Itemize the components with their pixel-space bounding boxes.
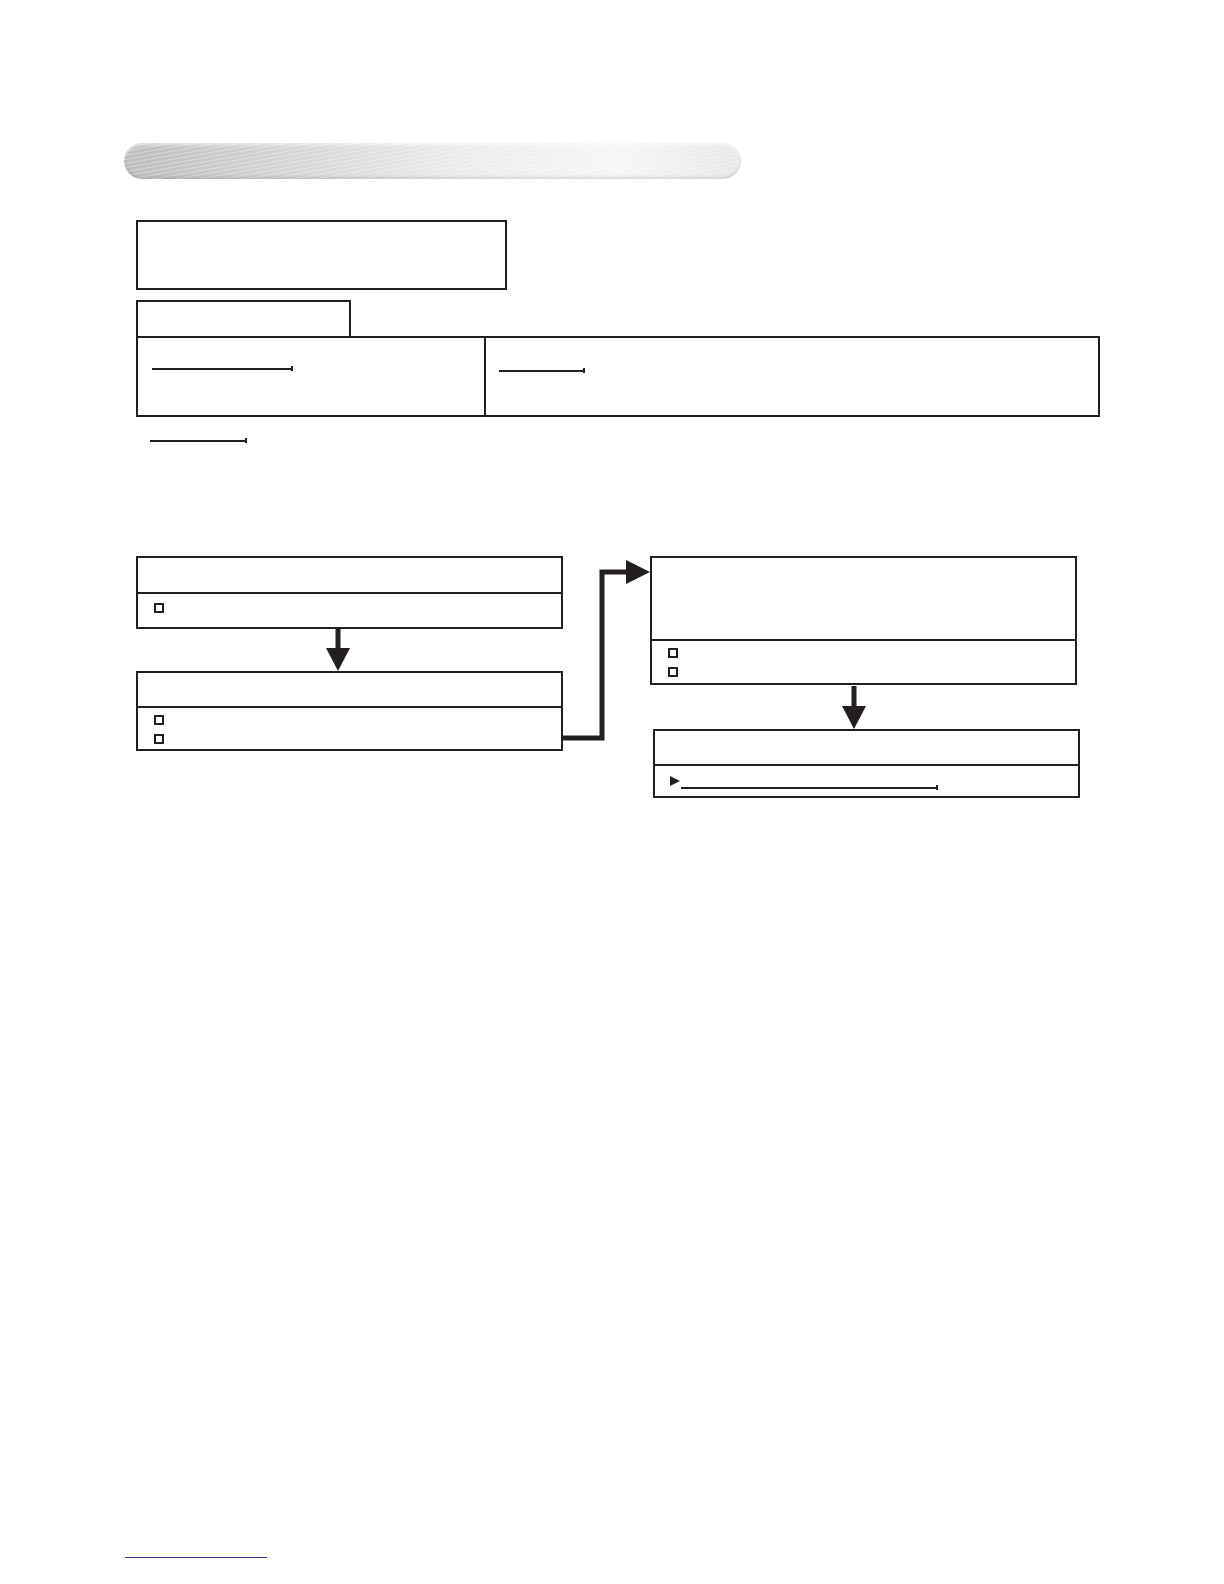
footer-link[interactable] (125, 1557, 267, 1558)
arrow-down-1-icon (326, 629, 350, 671)
arrow-down-2-icon (842, 686, 866, 729)
arrow-elbow-icon (563, 560, 650, 738)
